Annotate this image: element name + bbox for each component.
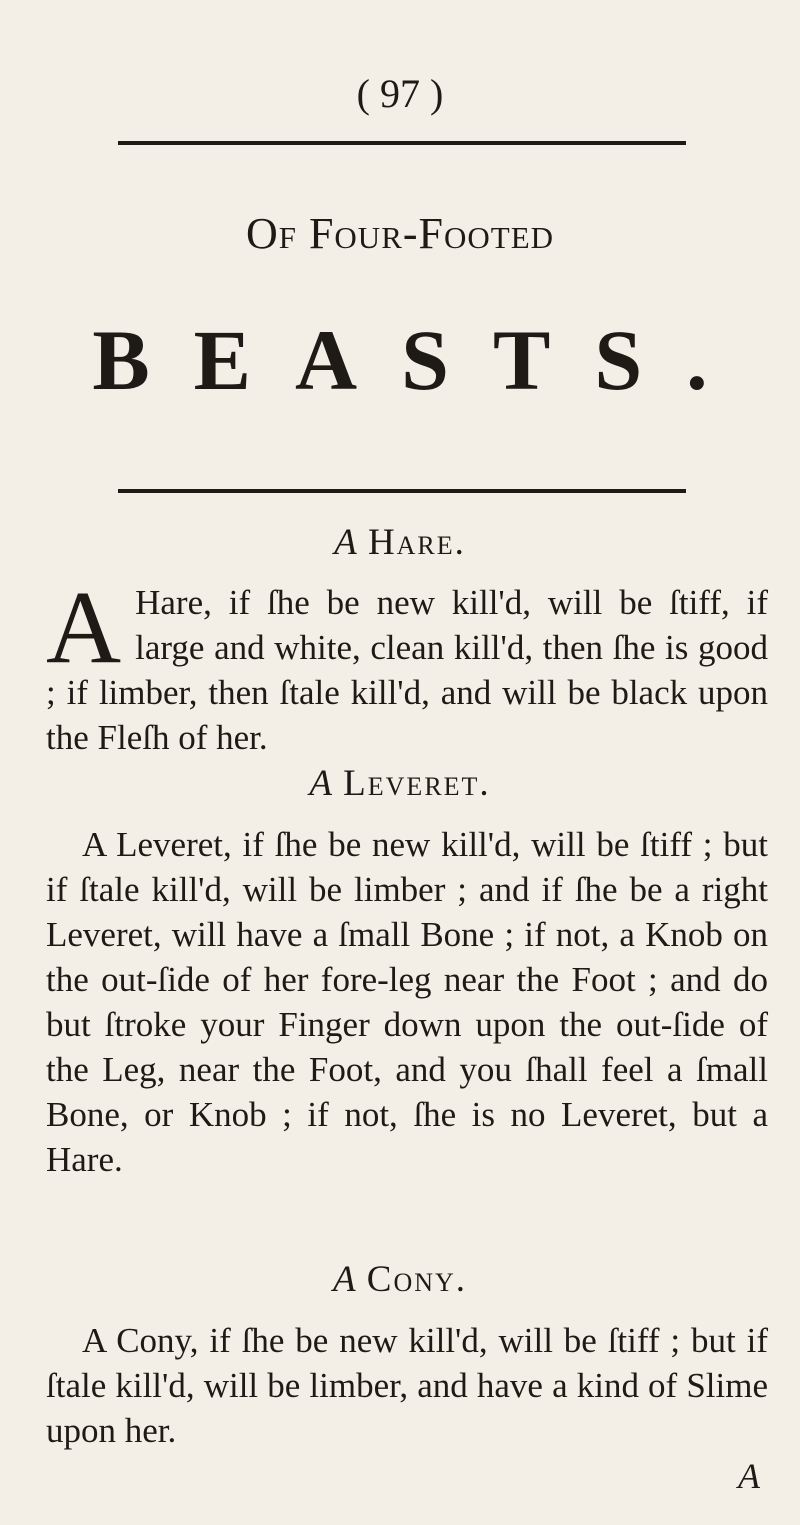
section-title-hare xyxy=(0,521,800,564)
top-rule xyxy=(118,141,686,145)
section-body-hare xyxy=(46,570,768,760)
section-title-word: Cony. xyxy=(366,1259,468,1300)
catchword: A xyxy=(738,1456,760,1496)
chapter-heading-line2: BEASTS. xyxy=(92,312,752,408)
heading-rule xyxy=(118,489,686,493)
section-title-cony xyxy=(0,1258,800,1301)
section-title-leveret xyxy=(0,762,800,805)
section-body-cony: A Cony, if ſhe be new kill'd, will be ſtiff ; but if ſtale kill'd, will be limber, and have a kind of Slime upon her. xyxy=(46,1321,768,1450)
section-title-article: A xyxy=(334,522,357,563)
drop-cap: A xyxy=(46,570,122,685)
section-title-word: Hare. xyxy=(367,522,466,563)
section-title-word: Leveret. xyxy=(343,763,491,804)
section-title-article: A xyxy=(309,763,332,804)
section-body-leveret: A Leveret, if ſhe be new kill'd, will be ſtiff ; but if ſtale kill'd, will be limber ; and if ſhe be a right Leveret, will have a ſmall Bone ; if not, a Knob on the out-ſide of her fore-leg near the Foot ; and do but ſtroke your Finger down upon the out-ſide of the Leg, near the Foot, and you ſhall feel a ſmall Bone, or Knob ; if not, ſhe is no Leveret, but a Hare. xyxy=(46,825,768,1179)
section-title-article: A xyxy=(332,1259,356,1300)
chapter-heading-line1: Of Four-Footed xyxy=(245,209,555,258)
section-text: Hare, if ſhe be new kill'd, will be ſtiff, if large and white, clean kill'd, then ſhe is good ; if limber, then ſtale kill'd, and will be black upon the Fleſh of her. xyxy=(46,583,768,757)
page-number: ( 97 ) xyxy=(356,71,444,116)
